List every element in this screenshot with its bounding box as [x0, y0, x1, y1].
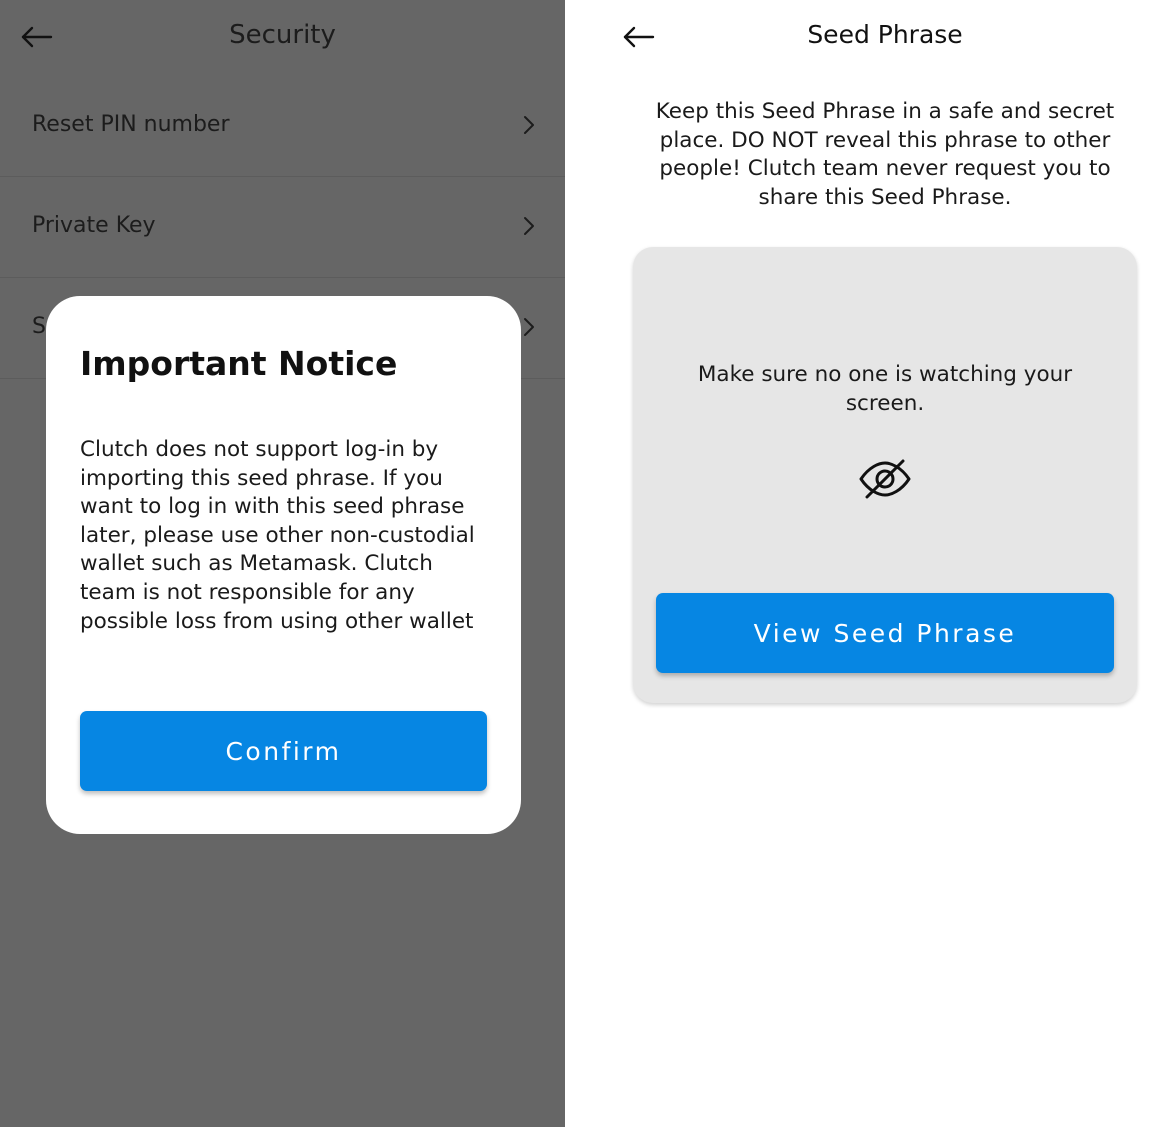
menu-item-private-key[interactable] — [0, 177, 565, 278]
dialog-message: Clutch does not support log-in by importing this seed phrase. If you want to log in with this seed phrase later, please use other non-custodial wallet such as Metamask. Clutch team is not responsible for any possible loss from using other wallet — [80, 437, 475, 634]
menu-item-label: Reset PIN number — [32, 112, 230, 137]
page-title: Security — [229, 20, 336, 50]
seed-phrase-warning: Keep this Seed Phrase in a safe and secret place. DO NOT reveal this phrase to other people! Clutch team never request you to share this Seed Phrase. — [655, 99, 1115, 210]
chevron-right-icon — [520, 316, 538, 338]
confirm-button[interactable]: Confirm — [80, 711, 487, 791]
important-notice-dialog — [46, 296, 521, 834]
security-screen — [0, 0, 565, 1127]
view-seed-phrase-button[interactable]: View Seed Phrase — [656, 593, 1114, 673]
eye-off-icon — [857, 457, 913, 501]
privacy-message: Make sure no one is watching your screen. — [697, 362, 1073, 416]
security-header — [0, 0, 565, 76]
reveal-card — [633, 247, 1137, 703]
seed-phrase-screen — [565, 0, 1166, 1127]
chevron-right-icon — [520, 114, 538, 136]
chevron-right-icon — [520, 215, 538, 237]
page-title: Seed Phrase — [807, 20, 963, 49]
menu-item-label: S — [32, 314, 46, 339]
menu-item-label: Private Key — [32, 213, 156, 238]
menu-item-reset-pin[interactable] — [0, 76, 565, 177]
dialog-title: Important Notice — [80, 344, 398, 383]
